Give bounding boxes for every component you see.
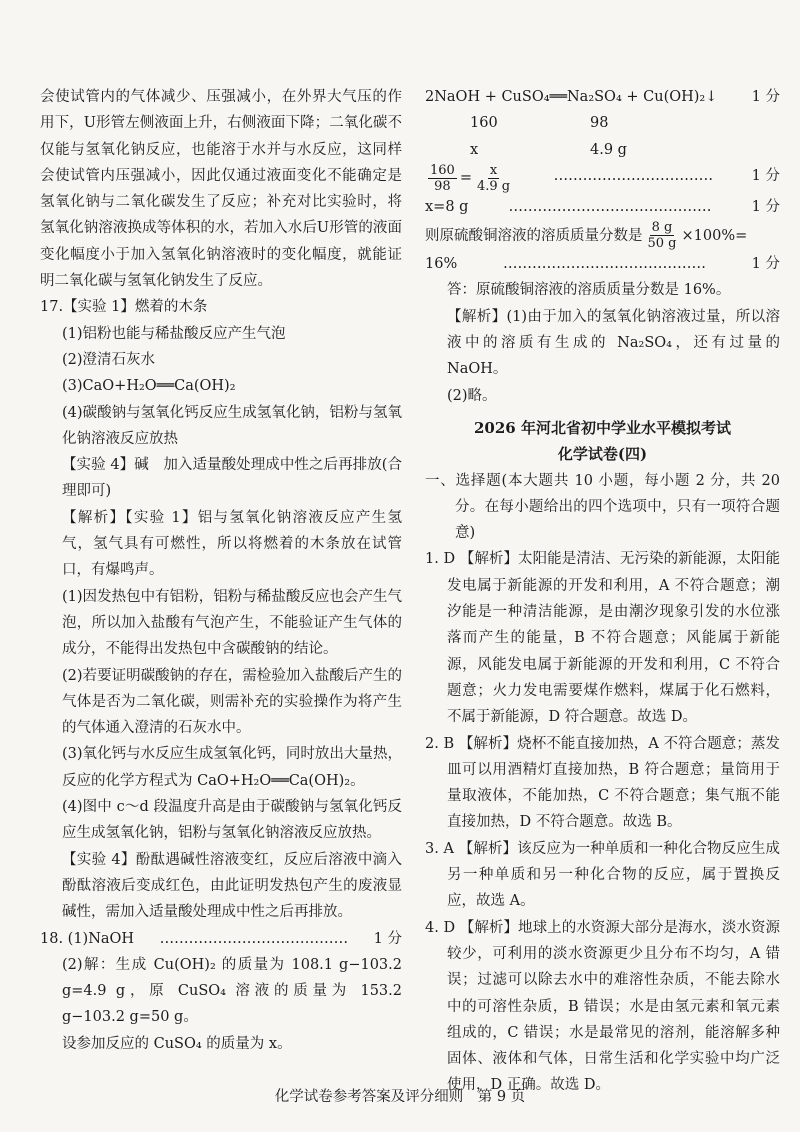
q17-analysis-4: (4)图中 c～d 段温度升高是由于碳酸钠与氢氧化钙反应生成氢氧化钠，铝粉与氢氧化钠溶液反应放热。 xyxy=(62,799,402,842)
exam-title: 2026 年河北省初中学业水平模拟考试 xyxy=(474,418,731,437)
q17-item2: (2)澄清石灰水 xyxy=(62,351,156,368)
q17-experiment4: 【实验 4】碱 加入适量酸处理成中性之后再排放(合理即可) xyxy=(62,457,402,500)
percent-dots: …………………………………… xyxy=(502,256,706,273)
proportion-dots: …………………………… xyxy=(553,167,714,184)
question-2-answer: 2. B 【解析】烧杯不能直接加热，A 不符合题意；蒸发皿可以用酒精灯直接加热，B 符合题意；量筒用于量取液体，不能加热，C 不符合题意；集气瓶不能直接加热，D 不符合题意。故选 B。 xyxy=(425,735,780,831)
q17-analysis-2: (2)若要证明碳酸钠的存在，需检验加入盐酸后产生的气体是否为二氧化碳，则需补充的实验操作为将产生的气体通入澄清的石灰水中。 xyxy=(62,667,402,737)
section-1-heading: 一、选择题(本大题共 10 小题，每小题 2 分，共 20 分。在每小题给出的四个选项中，只有一项符合题意) xyxy=(425,472,780,542)
q18-answer1-dots: ………………………………… xyxy=(159,930,349,947)
proportion-left-fraction xyxy=(428,163,457,194)
mass-fraction-line xyxy=(425,220,780,251)
proportion-line xyxy=(425,163,780,194)
mass-fraction-prefix: 则原硫酸铜溶液的溶质质量分数是 xyxy=(425,227,643,244)
question-1-answer: 1. D 【解析】太阳能是清洁、无污染的新能源，太阳能发电属于新能源的开发和利用，A 不符合题意；潮汐能是一种清洁能源，是由潮汐现象引发的水位涨落而产生的能量，B 不符合题意；风能属于新能源，风能发电属于新能源的开发和利用，C 不符合题意；火力发电需要煤作燃料，煤属于化石燃料，不属于新能源，D 符合题意。故选 D。 xyxy=(425,551,780,726)
page-footer: 化学试卷参考答案及评分细则 第 9 页 xyxy=(274,1089,526,1105)
question-4-answer: 4. D 【解析】地球上的水资源大部分是海水，淡水资源较少，可利用的淡水资源更少且分布不均匀，A 错误；过滤可以除去水中的难溶性杂质，不能去除水中的可溶性杂质，B 错误；水是由氢元素和氧元素组成的，C 错误；水是最常见的溶剂，能溶解多种固体、液体和气体，日常生活和化学实验中均广泛使用，D 正确。故选 D。 xyxy=(425,919,780,1094)
exam-subtitle: 化学试卷(四) xyxy=(557,445,648,464)
equation-text: 2NaOH + CuSO₄══Na₂SO₄ + Cu(OH)₂↓ xyxy=(425,89,718,105)
ratio-98: 98 xyxy=(590,115,609,132)
q18-analysis-1: 【解析】(1)由于加入的氢氧化钠溶液过量，所以溶液中的溶质有生成的 Na₂SO₄，还有过量的 NaOH。 xyxy=(447,308,780,378)
ratio-4-9g: 4.9 g xyxy=(590,141,627,158)
q18-equation xyxy=(425,84,780,110)
prop-den-right: 4.9 g xyxy=(476,178,511,194)
q17-analysis-exp1: 【解析】【实验 1】铝与氢氧化钠溶液反应产生氢气，氢气具有可燃性，所以将燃着的木条放在试管口，有爆鸣声。 xyxy=(62,509,402,579)
prop-equals: = xyxy=(459,170,472,187)
mass-fraction xyxy=(646,220,679,251)
proportion-score: 1 分 xyxy=(751,167,780,184)
x-result: x=8 g xyxy=(425,198,469,215)
ratio-x: x xyxy=(470,141,479,158)
left-column xyxy=(40,84,402,1057)
proportion xyxy=(425,163,515,194)
prop-den-left: 98 xyxy=(434,178,451,194)
q16-continuation: 会使试管内的气体减少、压强减小，在外界大气压的作用下，U形管左侧液面上升，右侧液面下降；二氧化碳不仅能与氢氧化钠反应，也能溶于水并与水反应，这同样会使试管内压强减小，因此仅通过液面变化不能确定是氢氧化钠与二氧化碳发生了反应；补充对比实验时，将氢氧化钠溶液换成等体积的水，若加入水后U形管的液面变化幅度小于加入氢氧化钠溶液时的变化幅度，就能证明二氧化碳与氢氧化钠发生了反应。 xyxy=(40,89,402,290)
percent-line xyxy=(425,251,780,277)
mass-fraction-den: 50 g xyxy=(647,236,677,252)
percent-score: 1 分 xyxy=(751,256,780,273)
equation-score: 1 分 xyxy=(751,89,780,105)
q18-solution: (2)解：生成 Cu(OH)₂ 的质量为 108.1 g−103.2 g=4.9 g，原 CuSO₄ 溶液的质量为 153.2 g−103.2 g=50 g。 xyxy=(62,956,402,1026)
prop-num-right: x xyxy=(489,162,498,178)
q17-item3: (3)CaO+H₂O══Ca(OH)₂ xyxy=(62,378,236,395)
q18-answer1-score: 1 分 xyxy=(373,930,402,947)
q17-analysis-3: (3)氧化钙与水反应生成氢氧化钙，同时放出大量热，反应的化学方程式为 CaO+H₂O══Ca(OH)₂。 xyxy=(62,746,402,789)
right-column xyxy=(425,84,780,1099)
q18-answer-statement: 答：原硫酸铜溶液的溶质质量分数是 16%。 xyxy=(447,282,731,299)
prop-num-left: 160 xyxy=(430,162,455,178)
q17-item4: (4)碳酸钠与氢氧化钙反应生成氢氧化钠，铝粉与氢氧化钠溶液反应放热 xyxy=(62,404,402,447)
mass-ratio-row1 xyxy=(425,110,780,136)
q18-assume: 设参加反应的 CuSO₄ 的质量为 x。 xyxy=(62,1035,292,1052)
q18-answer1 xyxy=(40,926,402,952)
x-result-score: 1 分 xyxy=(751,198,780,215)
question-3-answer: 3. A 【解析】该反应为一种单质和一种化合物反应生成另一种单质和另一种化合物的反应，属于置换反应，故选 A。 xyxy=(425,840,780,910)
q18-answer1-text: 18. (1)NaOH xyxy=(40,930,135,947)
x-result-dots: …………………………………… xyxy=(508,198,712,215)
q17-experiment1: 17.【实验 1】燃着的木条 xyxy=(40,299,208,316)
x-result-line xyxy=(425,194,780,220)
q18-analysis-2: (2)略。 xyxy=(447,387,497,404)
percent-result: 16% xyxy=(425,256,458,273)
mass-fraction-num: 8 g xyxy=(651,220,673,236)
q17-analysis-exp4: 【实验 4】酚酞遇碱性溶液变红，反应后溶液中滴入酚酞溶液后变成红色，由此证明发热包产生的废液显碱性，需加入适量酸处理成中性之后再排放。 xyxy=(62,851,402,921)
q17-item1: (1)铝粉也能与稀盐酸反应产生气泡 xyxy=(62,325,286,342)
mass-ratio-row2 xyxy=(425,137,780,163)
proportion-right-fraction xyxy=(475,163,512,194)
q17-analysis-1: (1)因发热包中有铝粉，铝粉与稀盐酸反应也会产生气泡，所以加入盐酸有气泡产生，不能验证产生气体的成分，不能得出发热包中含碳酸钠的结论。 xyxy=(62,588,402,658)
mass-fraction-suffix: ×100%= xyxy=(681,227,748,244)
ratio-160: 160 xyxy=(470,115,498,132)
